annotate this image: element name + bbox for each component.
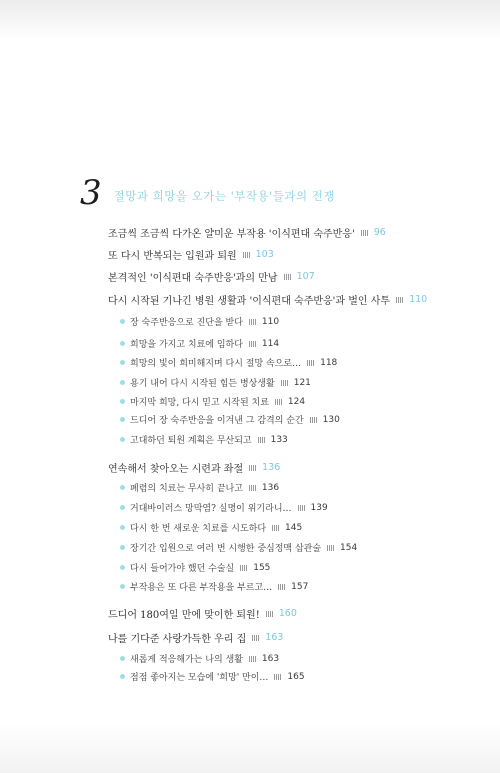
toc-subentry [120, 395, 305, 408]
toc-entry-title: 다시 한 번 새로운 치료를 시도하다 [130, 524, 267, 534]
toc-entry-title: 본격적인 '이식편대 숙주반응'과의 만남 [108, 273, 278, 284]
bullet-icon [120, 525, 125, 530]
bullet-icon [120, 380, 125, 385]
toc-entry-title: 새롭게 적응해가는 나의 생활 [130, 655, 243, 665]
leader-dots [307, 360, 315, 366]
bullet-icon [120, 505, 125, 510]
leader-dots [272, 525, 280, 531]
toc-entry-title: 거대바이러스 망막염? 실명이 위기라니… [130, 504, 292, 514]
toc-entry [108, 292, 427, 307]
bullet-icon [120, 565, 125, 570]
leader-dots [298, 505, 306, 511]
leader-dots [361, 230, 369, 236]
leader-dots [249, 341, 257, 347]
toc-subentry [120, 376, 311, 389]
leader-dots [252, 635, 260, 641]
toc-entry-title: 드디어 장 숙주반응을 이겨낸 그 감격의 순간 [130, 416, 304, 426]
toc-entry-title: 장 숙주반응으로 진단을 받다 [130, 318, 243, 328]
leader-dots [310, 417, 318, 423]
leader-dots [281, 380, 289, 386]
toc-entry-title: 희망의 빛이 희미해지며 다시 절망 속으로… [130, 359, 302, 369]
toc-entry-title: 또 다시 반복되는 입원과 퇴원 [108, 251, 237, 262]
toc-page-number: 160 [278, 608, 297, 619]
toc-page-number: 107 [296, 271, 315, 282]
toc-page-number: 145 [285, 522, 303, 533]
toc-page-number: 157 [291, 581, 309, 592]
toc-page-number: 110 [409, 294, 428, 305]
toc-subentry [120, 652, 279, 665]
chapter-number: 3 [80, 173, 102, 213]
chapter-header [80, 173, 335, 213]
toc-page-number: 133 [270, 434, 288, 445]
leader-dots [274, 674, 282, 680]
leader-dots [249, 319, 257, 325]
bullet-icon [120, 584, 125, 589]
leader-dots [278, 584, 286, 590]
toc-page-number: 96 [373, 227, 386, 238]
toc-page-number: 136 [262, 462, 281, 473]
toc-entry-title: 드디어 180여일 만에 맞이한 퇴원! [108, 610, 260, 621]
toc-entry [108, 247, 274, 262]
toc-page-number: 154 [340, 542, 358, 553]
toc-entry-title: 폐렴의 치료는 무사히 끝나고 [130, 484, 243, 494]
toc-page-number: 155 [253, 562, 271, 573]
toc-page-number: 118 [320, 357, 338, 368]
toc-entry-title: 장기간 입원으로 여러 번 시행한 중심정맥 삽관술 [130, 544, 322, 554]
bullet-icon [120, 417, 125, 422]
toc-entry-title: 희망을 가지고 치료에 임하다 [130, 340, 243, 350]
toc-page-number: 103 [255, 249, 274, 260]
toc-page-number: 121 [293, 377, 311, 388]
toc-subentry [120, 356, 337, 369]
toc-entry-title: 나를 기다준 사랑가득한 우리 집 [108, 634, 247, 645]
bullet-icon [120, 437, 125, 442]
chapter-title: 절망과 희망을 오가는 '부작용'들과의 전쟁 [113, 189, 335, 203]
toc-entry-title: 다시 시작된 기나긴 병원 생활과 '이식편대 숙주반응'과 벌인 사투 [108, 296, 391, 307]
toc-entry [108, 460, 280, 475]
toc-page-number: 136 [261, 482, 280, 493]
toc-page-number: 114 [261, 338, 280, 349]
bullet-icon [120, 360, 125, 365]
bullet-icon [120, 545, 125, 550]
toc-entry-title: 부작용은 또 다른 부작용을 부르고… [130, 583, 273, 593]
toc-page-number: 139 [310, 502, 328, 513]
toc-entry-title: 조금씩 조금씩 다가온 얄미운 부작용 '이식편대 숙주반응' [108, 229, 355, 240]
toc-subentry [120, 315, 279, 328]
leader-dots [249, 465, 257, 471]
toc-entry [108, 269, 315, 284]
toc-page-number: 110 [261, 316, 280, 327]
leader-dots [249, 485, 257, 491]
toc-page-number: 165 [287, 671, 305, 682]
toc-entry-title: 용기 내어 다시 시작된 힘든 병상생활 [130, 379, 275, 389]
toc-page-number: 163 [265, 632, 284, 643]
toc-page-number: 130 [322, 414, 340, 425]
toc-subentry [120, 413, 340, 426]
toc-entry [108, 630, 283, 645]
toc-subentry [120, 670, 305, 683]
bullet-icon [120, 319, 125, 324]
leader-dots [243, 252, 251, 258]
toc-entry-title: 고대하던 퇴원 계획은 무산되고 [130, 436, 252, 446]
toc-entry-title: 마지막 희망, 다시 믿고 시작된 치료 [130, 398, 269, 408]
toc-subentry [120, 501, 328, 514]
leader-dots [249, 656, 257, 662]
leader-dots [266, 611, 274, 617]
leader-dots [396, 297, 404, 303]
leader-dots [240, 565, 248, 571]
bullet-icon [120, 485, 125, 490]
toc-subentry [120, 481, 279, 494]
toc-page-number: 124 [287, 396, 306, 407]
toc-entry-title: 연속해서 찾아오는 시련과 좌절 [108, 464, 244, 475]
leader-dots [327, 545, 335, 551]
toc-subentry [120, 433, 288, 446]
bullet-icon [120, 674, 125, 679]
leader-dots [258, 437, 266, 443]
toc-subentry [120, 561, 270, 574]
toc-entry-title: 다시 들어가야 했던 수술실 [130, 564, 235, 574]
toc-entry-title: 점점 좋아지는 모습에 '희망' 만이… [130, 673, 269, 683]
bullet-icon [120, 656, 125, 661]
toc-entry [108, 225, 386, 240]
bullet-icon [120, 399, 125, 404]
toc-page-number: 163 [261, 653, 280, 664]
toc-subentry [120, 337, 279, 350]
toc-subentry [120, 580, 308, 593]
toc-subentry [120, 521, 302, 534]
page-top-shadow [0, 0, 500, 40]
leader-dots [275, 399, 283, 405]
toc-subentry [120, 541, 357, 554]
toc-entry [108, 606, 297, 621]
page-bottom-shadow [0, 723, 500, 773]
leader-dots [284, 274, 292, 280]
bullet-icon [120, 341, 125, 346]
